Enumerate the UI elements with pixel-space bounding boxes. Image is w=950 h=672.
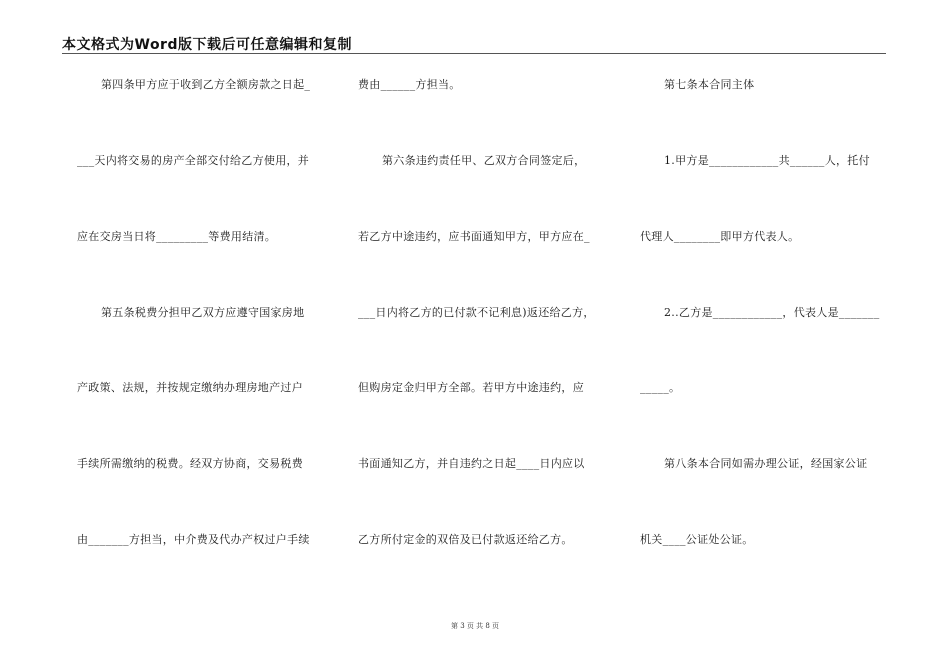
text-line: 费由______方担当。 xyxy=(358,78,461,91)
text-line: 但购房定金归甲方全部。若甲方中途违约，应 xyxy=(358,381,584,394)
text-line: 第四条甲方应于收到乙方全额房款之日起_ xyxy=(101,78,311,91)
text-line: 手续所需缴纳的税费。经双方协商，交易税费 xyxy=(77,457,303,470)
text-line: 机关____公证处公证。 xyxy=(640,533,754,546)
header-divider xyxy=(62,53,886,54)
text-line: ___日内将乙方的已付款不记利息)返还给乙方， xyxy=(358,306,595,319)
text-line: 第五条税费分担甲乙双方应遵守国家房地 xyxy=(101,306,305,319)
text-line: 书面通知乙方，并自违约之日起____日内应以 xyxy=(358,457,585,470)
text-line: 代理人________即甲方代表人。 xyxy=(640,230,800,243)
text-line: 若乙方中途违约，应书面通知甲方，甲方应在_ xyxy=(358,230,590,243)
text-line: 第七条本合同主体 xyxy=(664,78,755,91)
text-line: 应在交房当日将_________等费用结清。 xyxy=(77,230,277,243)
text-line: 乙方所付定金的双倍及已付款返还给乙方。 xyxy=(358,533,573,546)
text-line: 由_______方担当，中介费及代办产权过户手续 xyxy=(77,533,310,546)
text-line: 第八条本合同如需办理公证，经国家公证 xyxy=(664,457,868,470)
page-number: 第 3 页 共 8 页 xyxy=(450,622,500,630)
text-line: 1.甲方是____________共______人，托付 xyxy=(664,154,870,167)
text-line: 2..乙方是____________，代表人是_______ xyxy=(664,306,880,319)
header-title: 本文格式为Word版下载后可任意编辑和复制 xyxy=(62,37,352,53)
text-line: ___天内将交易的房产全部交付给乙方使用，并 xyxy=(77,154,310,167)
text-line: 产政策、法规，并按规定缴纳办理房地产过户 xyxy=(77,381,303,394)
text-line: 第六条违约责任甲、乙双方合同签定后， xyxy=(382,154,586,167)
page-header xyxy=(62,34,886,54)
text-line: _____。 xyxy=(640,381,681,394)
